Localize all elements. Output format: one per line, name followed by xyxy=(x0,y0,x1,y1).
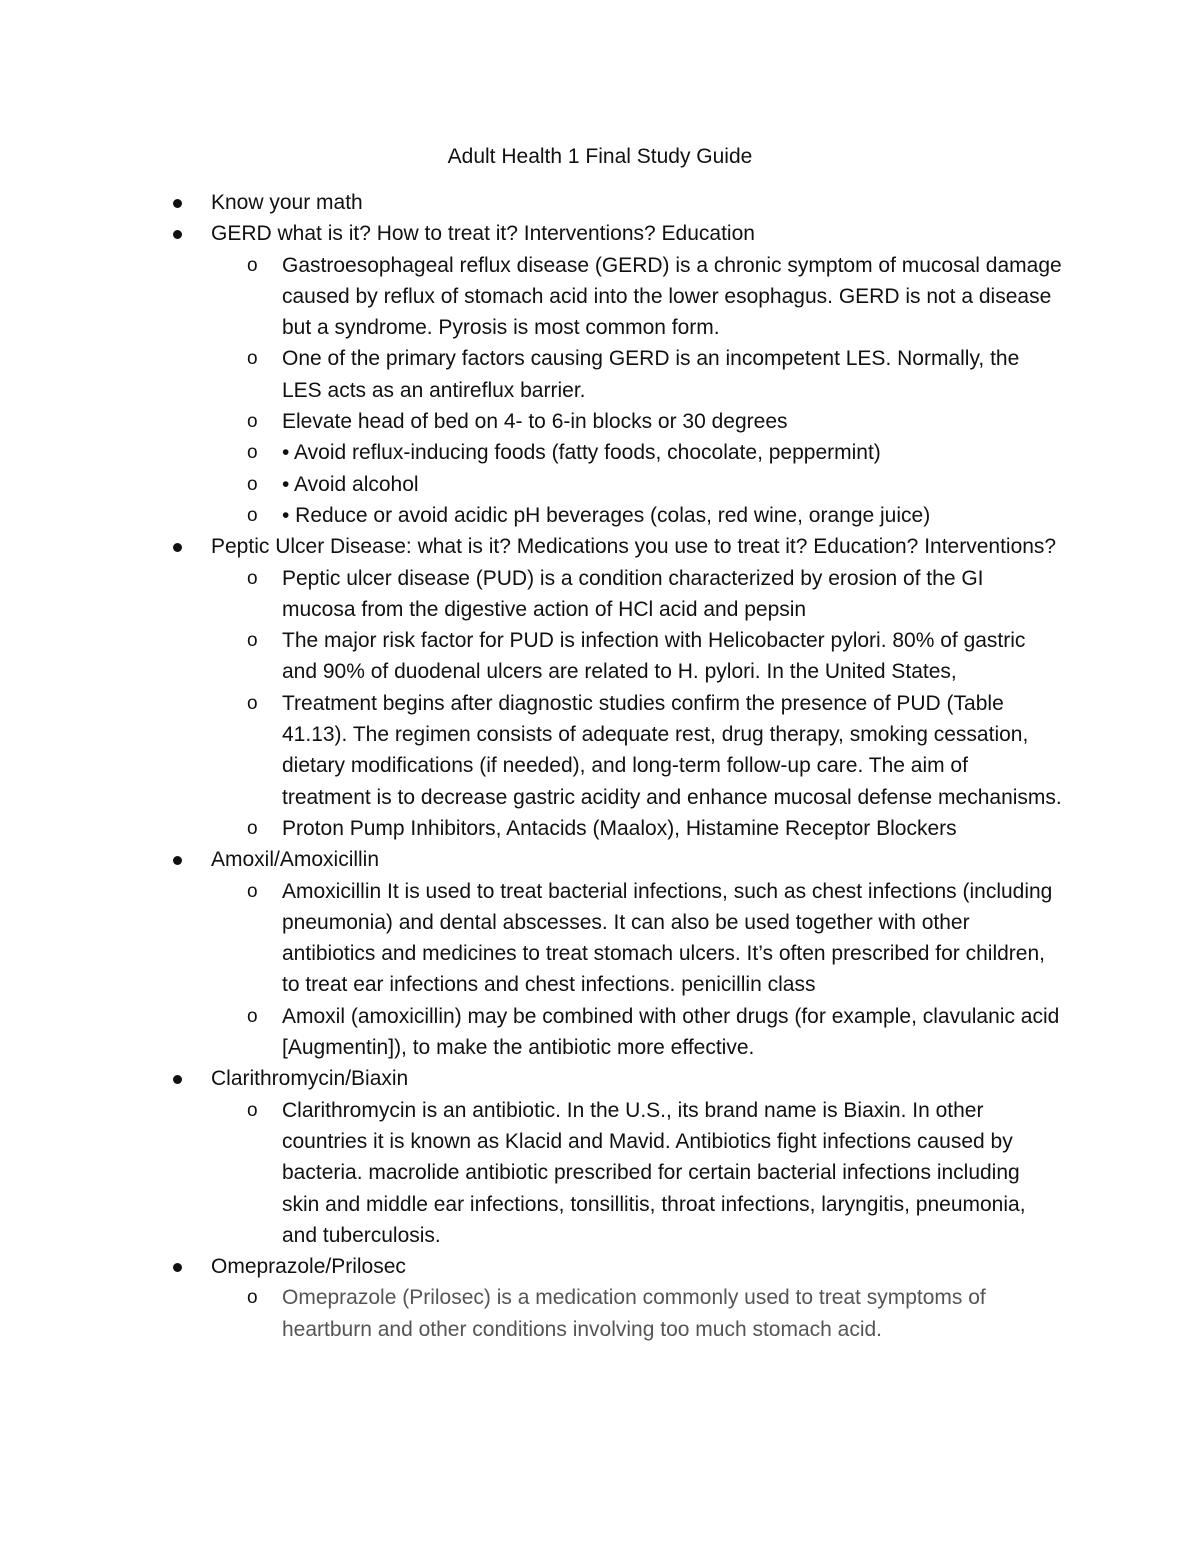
circle-bullet-icon: o xyxy=(247,1005,258,1027)
sub-list-item xyxy=(247,563,1062,626)
list-item xyxy=(0,1063,1071,1251)
sub-item-text: Clarithromycin is an antibiotic. In the U.S., its brand name is Biaxin. In other countries it is known as Klacid and Mavid. Antibiotics fight infections caused by bacteria. macrolide antibiotic prescribed for certain bacterial infections including skin and middle ear infections, tonsillitis, throat infections, laryngitis, pneumonia, and tuberculosis. xyxy=(282,1098,1026,1247)
list-item xyxy=(0,218,1071,531)
circle-bullet-icon: o xyxy=(247,692,258,714)
sub-list-item xyxy=(247,343,1062,406)
bullet-list xyxy=(0,187,1200,1345)
sub-list-item xyxy=(247,437,1062,468)
sub-item-text: One of the primary factors causing GERD is an incompetent LES. Normally, the LES acts as an antireflux barrier. xyxy=(282,347,1020,402)
page-title: Adult Health 1 Final Study Guide xyxy=(447,145,753,168)
sub-item-text: Proton Pump Inhibitors, Antacids (Maalox), Histamine Receptor Blockers xyxy=(282,816,957,840)
sub-item-text: Treatment begins after diagnostic studies confirm the presence of PUD (Table 41.13). The regimen consists of adequate rest, drug therapy, smoking cessation, dietary modifications (if needed), and long-term follow-up care. The aim of treatment is to decrease gastric acidity and enhance mucosal defense mechanisms. xyxy=(282,691,1062,809)
sub-list xyxy=(211,1282,1071,1345)
list-item-label: Omeprazole/Prilosec xyxy=(211,1255,406,1279)
circle-bullet-icon: o xyxy=(247,254,258,276)
sub-list-item xyxy=(247,500,1062,531)
list-item xyxy=(0,844,1071,1063)
circle-bullet-icon: o xyxy=(247,504,258,526)
sub-item-text: Gastroesophageal reflux disease (GERD) is a chronic symptom of mucosal damage caused by reflux of stomach acid into the lower esophagus. GERD is not a disease but a syndrome. Pyrosis is most common form. xyxy=(282,253,1062,340)
bullet-icon xyxy=(173,1075,182,1084)
sub-item-text: The major risk factor for PUD is infection with Helicobacter pylori. 80% of gastric and 90% of duodenal ulcers are related to H. pylori. In the United States, xyxy=(282,629,1026,684)
sub-list xyxy=(211,250,1071,532)
sub-item-text: Amoxicillin It is used to treat bacterial infections, such as chest infections (including pneumonia) and dental abscesses. It can also be used together with other antibiotics and medicines to treat stomach ulcers. It’s often prescribed for children, to treat ear infections and chest infections. penicillin class xyxy=(282,879,1053,997)
bullet-icon xyxy=(173,199,182,208)
list-item-label: Clarithromycin/Biaxin xyxy=(211,1067,409,1091)
sub-item-text: • Avoid alcohol xyxy=(282,472,419,496)
sub-list-item xyxy=(247,1282,1062,1345)
circle-bullet-icon: o xyxy=(247,567,258,589)
list-item xyxy=(0,187,1071,218)
sub-list-item xyxy=(247,688,1062,813)
sub-list xyxy=(211,876,1071,1064)
sub-list-item xyxy=(247,625,1062,688)
sub-item-text: Omeprazole (Prilosec) is a medication commonly used to treat symptoms of heartburn and other conditions involving too much stomach acid. xyxy=(282,1286,986,1341)
circle-bullet-icon: o xyxy=(247,411,258,433)
sub-list-item xyxy=(247,250,1062,344)
sub-list xyxy=(211,563,1071,845)
sub-item-text: • Avoid reflux-inducing foods (fatty foods, chocolate, peppermint) xyxy=(282,441,881,465)
list-item-label: Peptic Ulcer Disease: what is it? Medications you use to treat it? Education? Interventions? xyxy=(211,535,1057,559)
circle-bullet-icon: o xyxy=(247,348,258,370)
sub-list-item xyxy=(247,1095,1062,1251)
sub-item-text: Elevate head of bed on 4- to 6-in blocks or 30 degrees xyxy=(282,410,788,434)
circle-bullet-icon: o xyxy=(247,817,258,839)
circle-bullet-icon: o xyxy=(247,1099,258,1121)
circle-bullet-icon: o xyxy=(247,880,258,902)
circle-bullet-icon: o xyxy=(247,442,258,464)
list-item-label: Know your math xyxy=(211,191,363,214)
sub-list-item xyxy=(247,813,1062,844)
circle-bullet-icon: o xyxy=(247,630,258,652)
bullet-icon xyxy=(173,1263,182,1272)
circle-bullet-icon: o xyxy=(247,473,258,495)
bullet-icon xyxy=(173,856,182,865)
list-item-label: Amoxil/Amoxicillin xyxy=(211,848,380,872)
bullet-icon xyxy=(173,543,182,552)
sub-list xyxy=(211,1095,1071,1251)
sub-list-item xyxy=(247,876,1062,1001)
sub-list-item xyxy=(247,406,1062,437)
list-item-label: GERD what is it? How to treat it? Interventions? Education xyxy=(211,222,755,246)
bullet-icon xyxy=(173,230,182,239)
sub-item-text: • Reduce or avoid acidic pH beverages (colas, red wine, orange juice) xyxy=(282,503,931,527)
sub-item-text: Peptic ulcer disease (PUD) is a condition characterized by erosion of the GI mucosa from the digestive action of HCl acid and pepsin xyxy=(282,566,984,621)
list-item xyxy=(0,531,1071,844)
sub-item-text: Amoxil (amoxicillin) may be combined with other drugs (for example, clavulanic acid [Augmentin]), to make the antibiotic more effective. xyxy=(282,1004,1060,1060)
sub-list-item xyxy=(247,1001,1062,1064)
list-item xyxy=(0,1251,1071,1345)
sub-list-item xyxy=(247,469,1062,500)
circle-bullet-icon: o xyxy=(247,1287,258,1309)
